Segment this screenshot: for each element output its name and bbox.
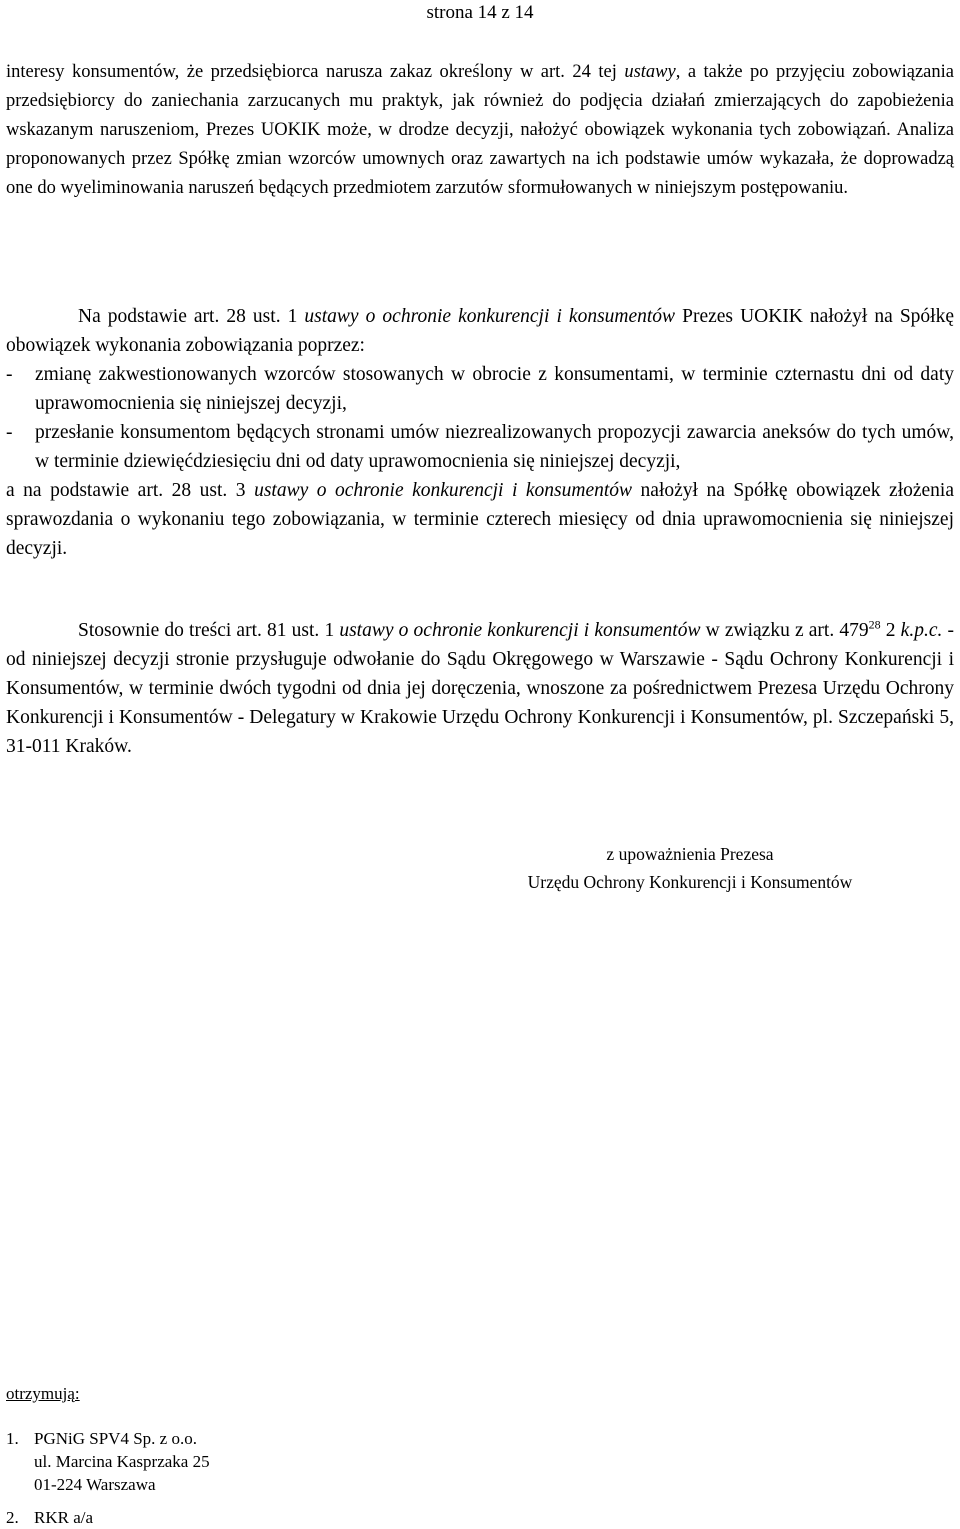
page-number: strona 14 z 14 xyxy=(426,2,534,23)
recipients-title: otrzymują: xyxy=(6,1384,80,1403)
signature-line-1: z upoważnienia Prezesa xyxy=(606,844,774,864)
list-item: 2. RKR a/a xyxy=(6,1508,94,1527)
signature-block xyxy=(480,840,900,896)
recipients-list xyxy=(6,1382,506,1529)
signature-line-2: Urzędu Ochrony Konkurencji i Konsumentów xyxy=(527,872,853,892)
paragraph-consumer-interests xyxy=(6,58,954,203)
paragraph-3-text: Stosownie do treści art. 81 ust. 1 ustawy o ochronie konkurencji i konsumentów w związku z art. $479^{28}$ 2 k.p.c. - od niniejszej decyzji stronie przysługuje odwołanie do Sądu Okręgowego w Warszawie - Sądu Ochrony Konkurencji i Konsumentów, w terminie dwóch tygodni od dnia jej doręczenia, wnoszone za pośrednictwem Prezesa Urzędu Ochrony Konkurencji i Konsumentów - Delegatury w Krakowie Urzędu Ochrony Konkurencji i Konsumentów, pl. Szczepański 5, 31-011 Kraków. xyxy=(6,617,955,757)
list-item: - przesłanie konsumentom będących stronami umów niezrealizowanych propozycji zawarcia aneksów do tych umów, w terminie dziewięćdziesięciu dni od daty uprawomocnienia się niniejszej decyzji, xyxy=(6,422,954,472)
paragraph-obligations xyxy=(6,302,954,563)
list-item: 1. PGNiG SPV4 Sp. z o.o. ul. Marcina Kasprzaka 25 01-224 Warszawa xyxy=(6,1429,210,1494)
paragraph-appeal xyxy=(6,616,954,761)
paragraph-2-intro: Na podstawie art. 28 ust. 1 ustawy o ochronie konkurencji i konsumentów Prezes UOKIK nałożył na Spółkę obowiązek wykonania zobowiązania poprzez: xyxy=(6,306,955,356)
paragraph-1-text: interesy konsumentów, że przedsiębiorca narusza zakaz określony w art. 24 tej ustawy, a także po przyjęciu zobowiązania przedsiębiorcy do zaniechania zarzucanych mu praktyk, jak również do podjęcia działań zmierzających do zapobieżenia wskazanym naruszeniom, Prezes UOKIK może, w drodze decyzji, nałożyć obowiązek wykonania tych zobowiązań. Analiza proponowanych przez Spółkę zmian wzorców umownych oraz zawartych na ich podstawie umów wykazała, że doprowadzą one do wyeliminowania naruszeń będących przedmiotem zarzutów sformułowanych w niniejszym postępowaniu. xyxy=(6,62,954,198)
paragraph-2-report-obligation: a na podstawie art. 28 ust. 3 ustawy o ochronie konkurencji i konsumentów nałożył na Spółkę obowiązek złożenia sprawozdania o wykonaniu tego zobowiązania, w terminie czterech miesięcy od dnia uprawomocnienia się niniejszej decyzji. xyxy=(6,480,955,559)
list-item: - zmianę zakwestionowanych wzorców stosowanych w obrocie z konsumentami, w terminie czternastu dni od daty uprawomocnienia się niniejszej decyzji, xyxy=(6,364,954,414)
